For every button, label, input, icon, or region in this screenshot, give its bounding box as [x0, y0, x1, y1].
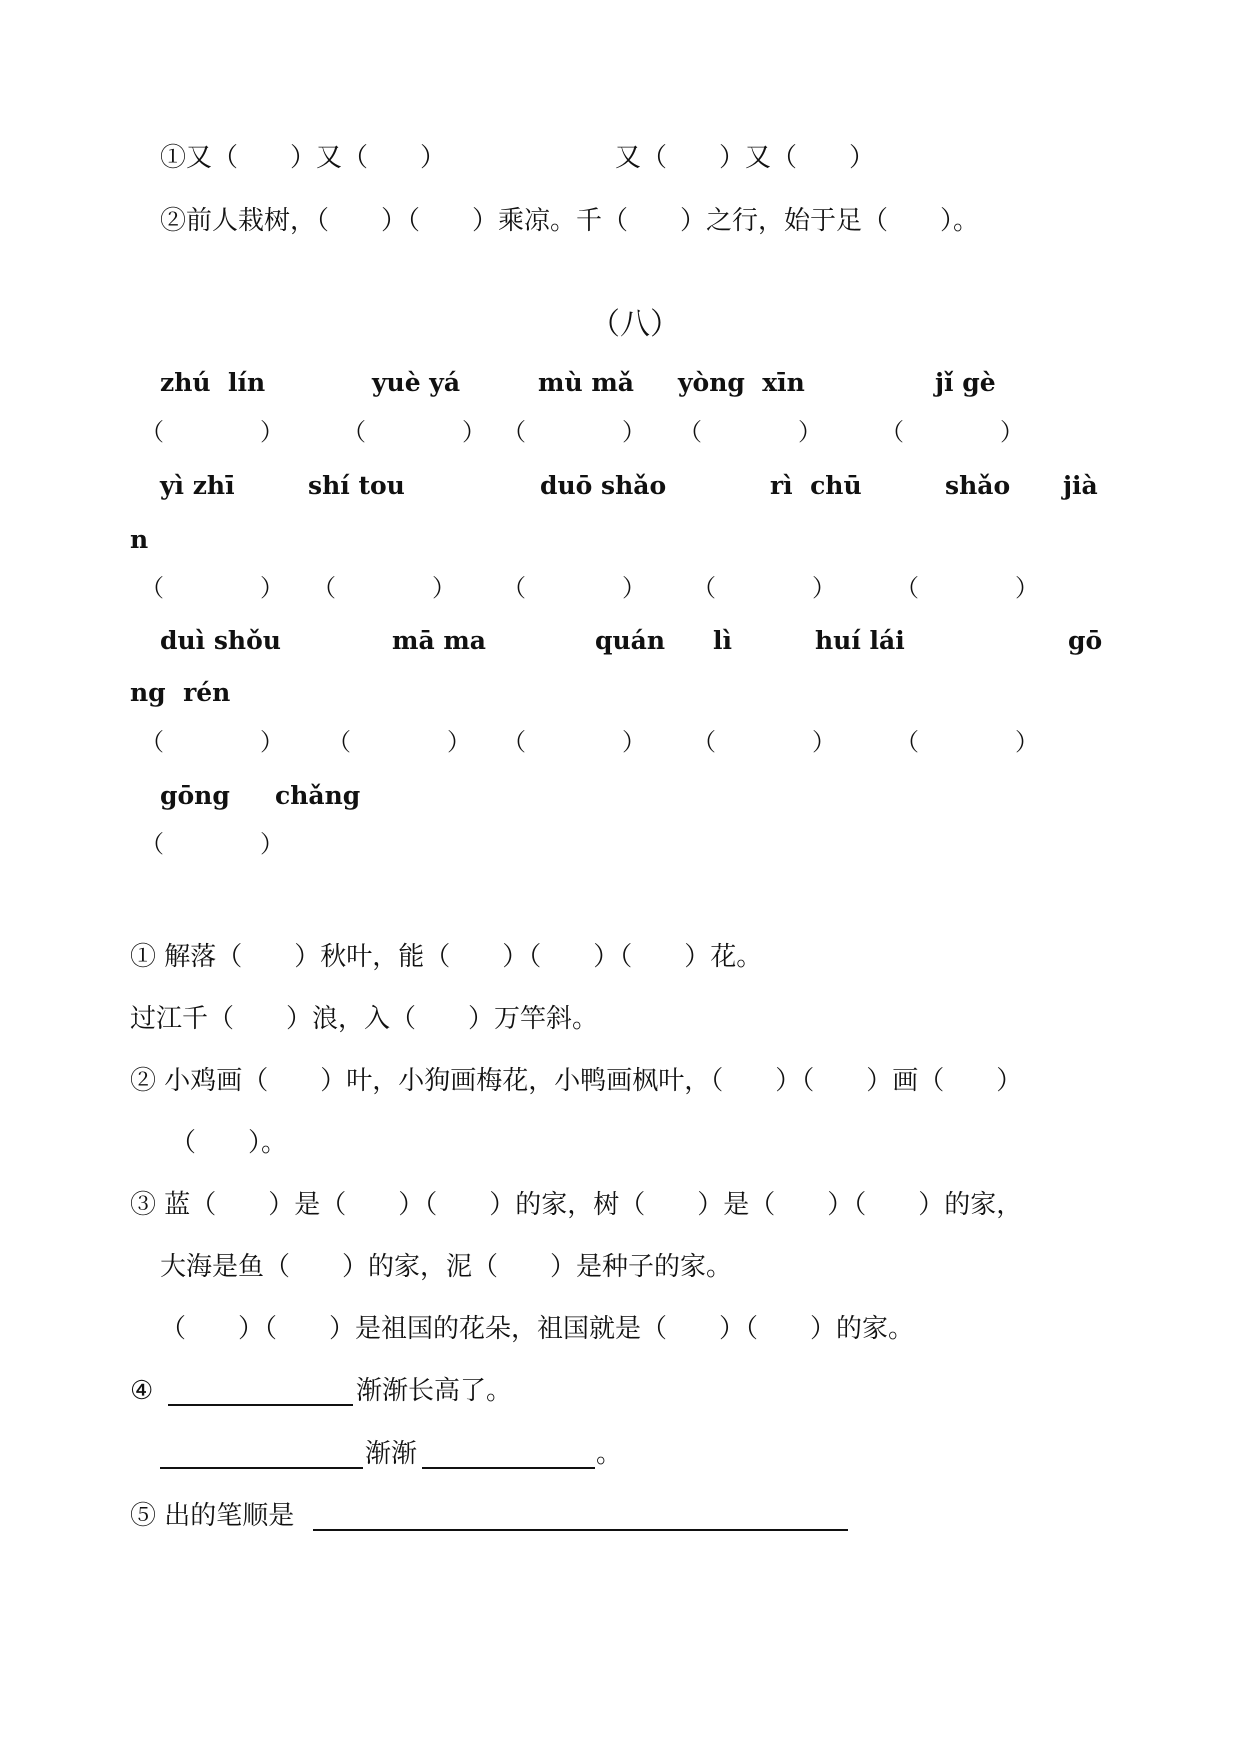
pinyin-word: huí lái: [815, 626, 905, 655]
item-4-end: 。: [596, 1439, 623, 1469]
item-3-line-3: （ ）（ ）是祖国的花朵，祖国就是（ ）（ ）的家。: [160, 1314, 915, 1344]
item-5-text: ⑤ 出的笔顺是: [130, 1501, 295, 1531]
item-2-line-1: ② 小鸡画（ ）叶，小狗画梅花，小鸭画枫叶，（ ）（ ）画（ ）: [130, 1066, 1023, 1096]
answer-blank: （ ）: [502, 728, 646, 756]
pinyin-word: gō: [1068, 626, 1103, 655]
answer-blank: （ ）: [342, 418, 486, 446]
pinyin-word: jià: [1063, 471, 1098, 500]
answer-blank: （ ）: [140, 830, 284, 858]
pinyin-word: duì shǒu: [160, 626, 281, 655]
item-4-middle: 渐渐: [365, 1439, 418, 1469]
answer-blank: （ ）: [140, 728, 284, 756]
item-1-line-2: 过江千（ ）浪，入（ ）万竿斜。: [130, 1004, 599, 1034]
item-4-text: 渐渐长高了。: [356, 1376, 513, 1406]
item-3-line-1: ③ 蓝（ ）是（ ）（ ）的家，树（ ）是（ ）（ ）的家，: [130, 1190, 1023, 1220]
answer-blank: （ ）: [140, 418, 284, 446]
answer-blank: （ ）: [502, 418, 646, 446]
pinyin-word: jǐ gè: [935, 368, 996, 397]
answer-blank: （ ）: [502, 574, 646, 602]
pinyin-word: shí tou: [308, 471, 405, 500]
answer-blank: （ ）: [678, 418, 822, 446]
pinyin-word: yuè yá: [372, 368, 461, 397]
pinyin-word: mù mǎ: [538, 368, 634, 397]
pinyin-word: yì zhī: [160, 471, 235, 500]
pinyin-word: ng rén: [130, 678, 231, 707]
answer-blank: （ ）: [692, 574, 836, 602]
writing-blank: [168, 1404, 353, 1406]
pinyin-word: chǎng: [275, 781, 361, 810]
pinyin-word: duō shǎo: [540, 471, 667, 500]
answer-blank: （ ）: [880, 418, 1024, 446]
answer-blank: （ ）: [140, 574, 284, 602]
pinyin-word: shǎo: [945, 471, 1011, 500]
answer-blank: （ ）: [895, 728, 1039, 756]
answer-blank: （ ）: [895, 574, 1039, 602]
item-2-line-2: （ ）。: [170, 1128, 288, 1158]
pinyin-word: gōng: [160, 781, 230, 810]
writing-blank: [160, 1467, 363, 1469]
writing-blank: [313, 1529, 848, 1531]
pinyin-word: yòng xīn: [678, 368, 805, 397]
pinyin-word: mā ma: [392, 626, 487, 655]
item-1-line-1: ① 解落（ ）秋叶，能（ ）（ ）（ ）花。: [130, 942, 763, 972]
item-3-line-2: 大海是鱼（ ）的家，泥（ ）是种子的家。: [160, 1252, 733, 1282]
answer-blank: （ ）: [692, 728, 836, 756]
section-title: （八）: [590, 307, 680, 342]
pinyin-word: rì chū: [770, 471, 862, 500]
pinyin-word: zhú lín: [160, 368, 266, 397]
pinyin-word: quán: [595, 626, 666, 655]
answer-blank: （ ）: [327, 728, 471, 756]
pinyin-word: lì: [713, 626, 732, 655]
fill-line-1: ①又（ ）又（ ） 又（ ）又（ ）: [160, 143, 876, 173]
pinyin-word: n: [130, 525, 149, 554]
answer-blank: （ ）: [312, 574, 456, 602]
item-4-number: ④: [130, 1376, 154, 1406]
fill-line-2: ②前人栽树，（ ）（ ）乘凉。千（ ）之行，始于足（ ）。: [160, 206, 980, 236]
writing-blank: [422, 1467, 595, 1469]
